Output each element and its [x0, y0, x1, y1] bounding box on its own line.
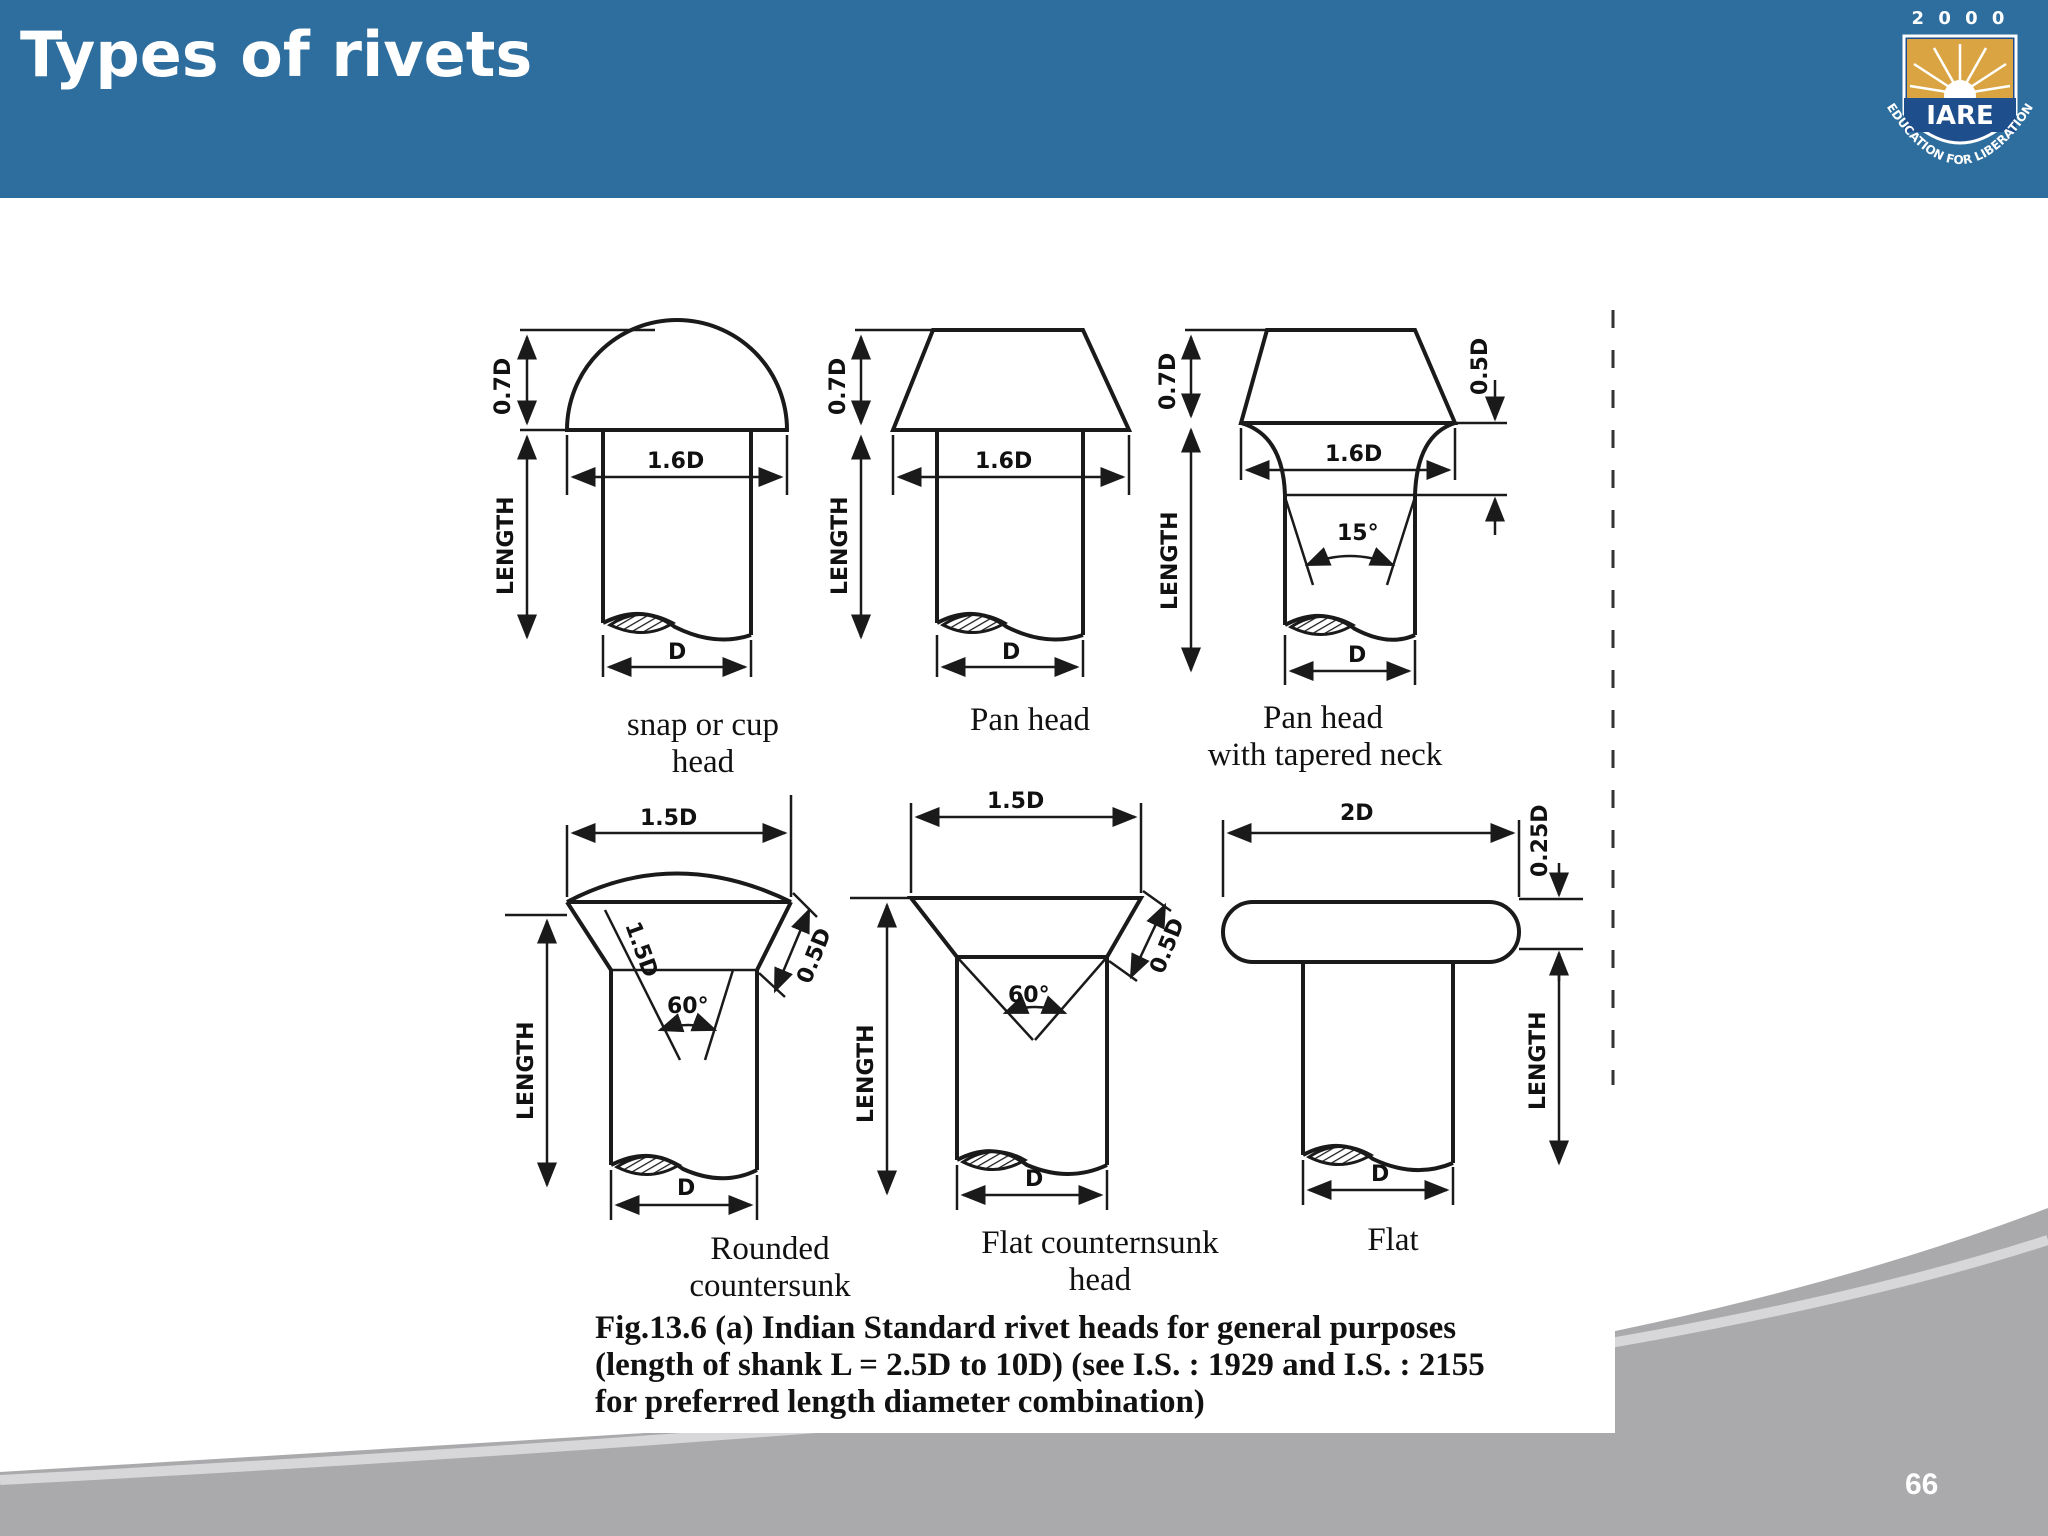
svg-text:Flat: Flat [1367, 1222, 1419, 1258]
rivet-pan-head [826, 330, 1129, 738]
svg-text:snap or cup: snap or cup [626, 707, 780, 743]
svg-text:LENGTH: LENGTH [494, 496, 519, 595]
svg-text:0.5D: 0.5D [792, 924, 838, 988]
svg-text:D: D [677, 1176, 696, 1201]
rivet-flat-countersunk-head [850, 789, 1219, 1298]
svg-text:0.7D: 0.7D [826, 357, 851, 415]
svg-text:Flat counternsunk: Flat counternsunk [981, 1225, 1219, 1261]
rivet-rounded-countersunk [505, 795, 851, 1304]
svg-text:D: D [1348, 643, 1367, 668]
svg-text:15°: 15° [1337, 521, 1379, 546]
svg-text:Pan head: Pan head [969, 702, 1091, 738]
svg-text:LENGTH: LENGTH [1526, 1011, 1551, 1110]
svg-text:1.6D: 1.6D [975, 449, 1033, 474]
logo-year: 2 0 0 0 [1911, 8, 2009, 29]
svg-text:LENGTH: LENGTH [514, 1021, 539, 1120]
svg-text:Pan head: Pan head [1262, 700, 1384, 736]
svg-text:1.5D: 1.5D [987, 789, 1045, 814]
svg-text:D: D [1002, 640, 1021, 665]
rivet-snap-head [491, 320, 787, 780]
svg-text:Rounded: Rounded [710, 1231, 830, 1267]
svg-text:0.5D: 0.5D [1145, 914, 1191, 978]
svg-text:Fig.13.6 (a) Indian Standard: Fig.13.6 (a) Indian Standard rivet heads for general purposes [595, 1310, 1457, 1346]
slide-header [0, 0, 2048, 198]
svg-text:60°: 60° [1008, 983, 1050, 1008]
svg-text:head: head [671, 744, 735, 780]
slide-title: Types of rivets [20, 18, 533, 91]
svg-text:0.5D: 0.5D [1468, 337, 1493, 395]
svg-text:1.5D: 1.5D [640, 806, 698, 831]
svg-text:LENGTH: LENGTH [1158, 511, 1183, 610]
svg-text:for preferred length diameter: for preferred length diameter combination) [595, 1384, 1205, 1420]
svg-text:D: D [1025, 1167, 1044, 1192]
svg-text:with tapered neck: with tapered neck [1207, 737, 1443, 773]
svg-text:2D: 2D [1340, 801, 1374, 826]
rivet-flat-head [1223, 801, 1583, 1258]
svg-text:1.6D: 1.6D [647, 449, 705, 474]
svg-text:0.25D: 0.25D [1528, 804, 1553, 877]
svg-text:60°: 60° [667, 994, 709, 1019]
svg-text:head: head [1068, 1262, 1132, 1298]
svg-text:LENGTH: LENGTH [854, 1024, 879, 1123]
logo-motto: EDUCATION FOR LIBERATION [1883, 100, 2037, 168]
svg-text:1.6D: 1.6D [1325, 442, 1383, 467]
logo-name: IARE [1926, 101, 1994, 131]
svg-text:0.7D: 0.7D [491, 357, 516, 415]
rivet-figure [475, 285, 1615, 1433]
svg-text:countersunk: countersunk [689, 1268, 851, 1304]
svg-text:D: D [1371, 1162, 1390, 1187]
svg-text:LENGTH: LENGTH [828, 496, 853, 595]
svg-text:D: D [668, 640, 687, 665]
svg-text:(length of shank L = 2.5D to 1: (length of shank L = 2.5D to 10D) (see I.S. : 1929 and I.S. : 2155 [595, 1347, 1485, 1383]
svg-text:1.5D: 1.5D [619, 918, 663, 981]
svg-text:0.7D: 0.7D [1156, 352, 1181, 410]
rivet-pan-head-tapered-neck [1156, 330, 1507, 773]
slide-page-number: 66 [1905, 1468, 1939, 1501]
iare-logo [1876, 2, 2044, 194]
figure-caption [595, 1310, 1485, 1420]
